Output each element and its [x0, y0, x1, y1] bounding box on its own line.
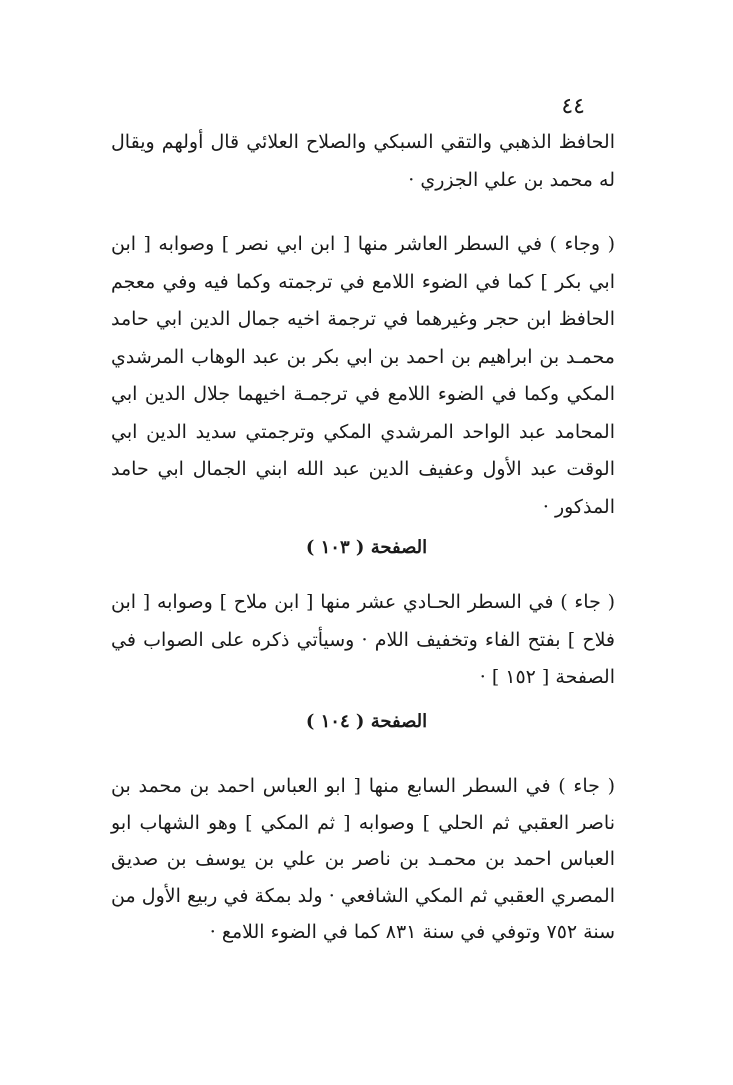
paragraph-correction-3: ( جاء ) في السطر السابع منها [ ابو العباس احمد بن محمد بن ناصر العقبي ثم الحلي ] وصوابه [ ثم المكي ] وهو الشهاب ابو العباس احمد بن محمـد بن ناصر بن علي بن يوسف بن صديق المصري العقبي ثم المكي الشافعي · ولد بمكة في ربيع الأول من سنة ٧٥٢ وتوفي في سنة ٨٣١ كما في الضوء اللامع ·: [111, 775, 615, 943]
section-heading-page-103: الصفحة ( ١٠٣ ): [305, 537, 428, 558]
paragraph-continuation: الحافظ الذهبي والتقي السبكي والصلاح العلائي قال أولهم ويقال له محمد بن علي الجزري ·: [111, 131, 615, 191]
page-number: ٤٤: [561, 94, 585, 119]
paragraph-correction-2: ( جاء ) في السطر الحـادي عشر منها [ ابن ملاح ] وصوابه [ ابن فلاح ] بفتح الفاء وتخفيف اللام · وسيأتي ذكره على الصواب في الصفحة [ ١٥٢ ] ·: [111, 591, 615, 688]
section-heading-page-104: الصفحة ( ١٠٤ ): [305, 711, 428, 732]
paragraph-correction-1: ( وجاء ) في السطر العاشر منها [ ابن ابي نصر ] وصوابه [ ابن ابي بكر ] كما في الضوء اللامع في ترجمته وكما فيه وفي معجم الحافظ ابن حجر وغيرهما في ترجمة اخيه جمال الدين ابي حامد محمـد بن ابراهيم بن احمد بن ابي بكر بن عبد الوهاب المرشدي المكي وكما في الضوء اللامع في ترجمـة اخيهما جلال الدين ابي المحامد عبد الواحد المرشدي المكي وترجمتي سديد الدين ابي الوقت عبد الأول وعفيف الدين عبد الله ابني الجمال ابي حامد المذكور ·: [111, 233, 615, 518]
